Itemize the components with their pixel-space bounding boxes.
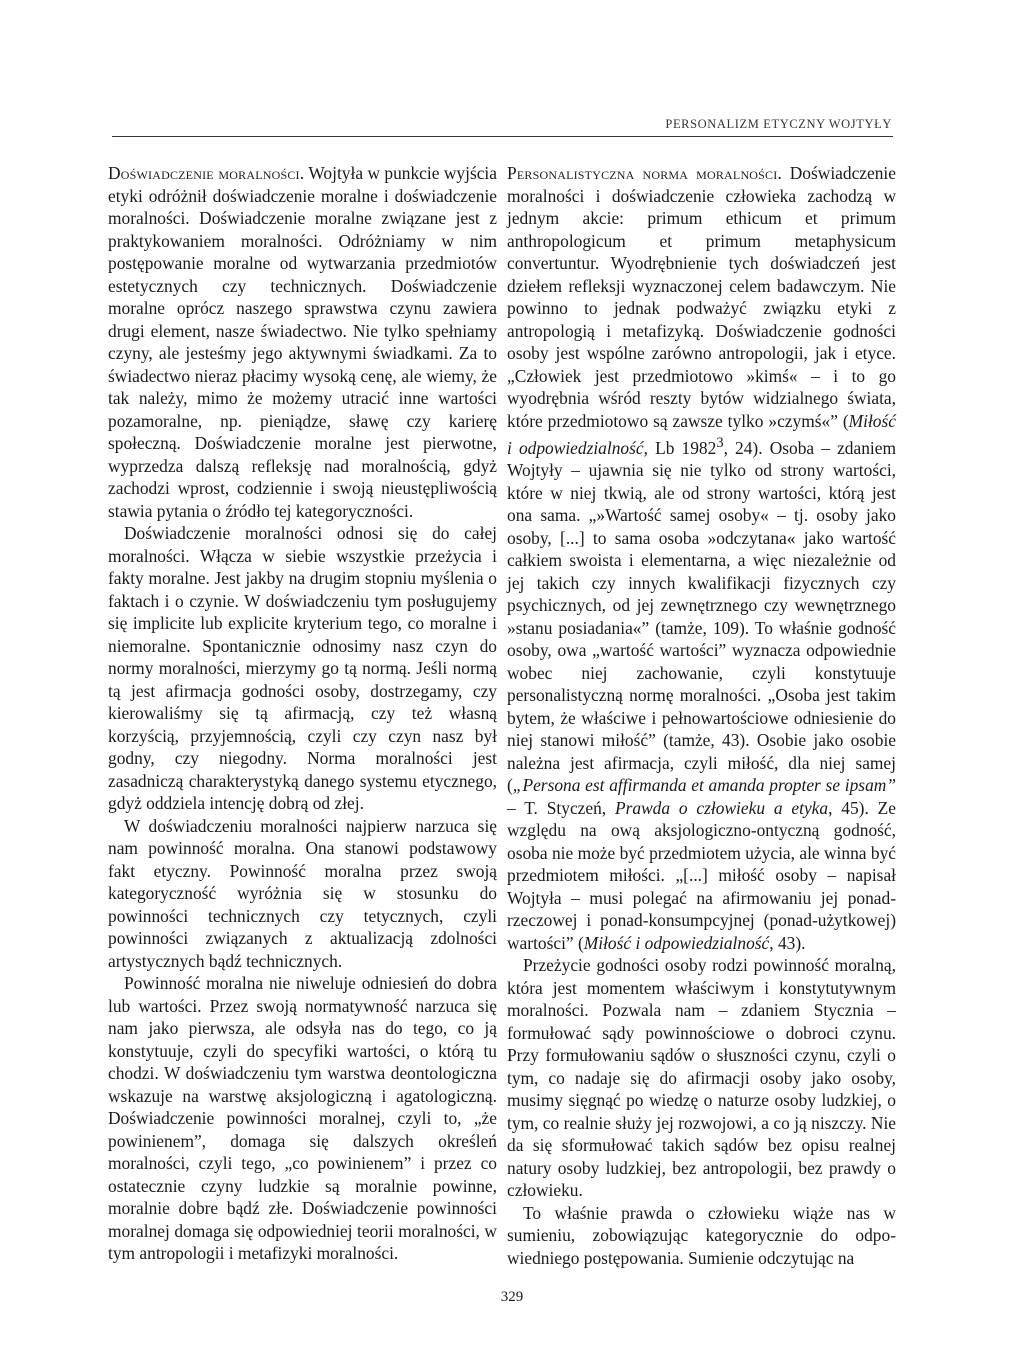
section-heading: Personalistyczna norma moralności.: [507, 163, 782, 183]
paragraph-text: , Lb 1982: [643, 437, 717, 458]
citation-title: Miłość i odpowiedzialność: [583, 932, 770, 953]
paragraph-text: Wojtyła w punkcie wyjścia etyki odróżnił doświadczenie moralne i doświadczenie moralności. Doświadczenie moralne związane jest z praktykowaniem moralności. Odróżniamy w nim postępowanie moralne od wytwarzania przedmiotów estetycznych czy technicznych. Doświadczenie moralne oprócz naszego sprawstwa czynu zawiera drugi element, nasze świadectwo. Nie tylko spełniamy czyny, ale jesteśmy jego aktywnymi świadkami. Za to świadectwo nieraz płacimy wysoką cenę, ale wiemy, że tak należy, mimo że możemy utracić inne wartości pozamoralne, np. pieniądze, sławę czy karierę społeczną. Doświadczenie moralne jest pierwotne, wyprzedza dalszą refleksję nad moralnością, gdyż zachodzi wprost, codziennie i swoją nieustępliwością stawia pytania o źródło tej kategoryczności.: [108, 163, 497, 521]
paragraph-text: Doświadczenie moralności i doświadczenie człowieka zachodzą w jednym akcie: primum ethicum et primum anthropologicum et primum metaphysicum convertuntur. Wyodrębnienie tych doświadczeń jest dziełem refleksji wyznaczonej celem badawczym. Nie powinno to jednak podważyć związku etyki z antropologią i metafizyką. Doświadczenie godności osoby jest wspólne zarówno antropologii, jak i etyce. „Człowiek jest przedmiotowo »kimś« – i to go wyodrębnia wśród reszty bytów widzialnego świata, które przedmiotowo są zawsze tylko »czymś«” (: [507, 163, 896, 431]
citation-title: Miłość i odpowiedzialność: [507, 410, 896, 458]
header-rule: [112, 136, 893, 137]
edition-superscript: 3: [716, 435, 724, 451]
page-number: 329: [500, 1289, 524, 1305]
section-heading: Doświadczenie moralności.: [108, 163, 305, 183]
paragraph: Powinność moralna nie niweluje odniesień do dobra lub wartości. Przez swoją normatywność narzuca się nam jako pierwsza, ale odsyła nas do tego, co ją konstytuuje, czyli do specyfiki wartości, o którą tu chodzi. W doświadczeniu tym warstwa deontologiczna wskazuje na warstwę aksjologiczną i agatologiczną. Doświadczenie powinności moralnej, czyli to, „że powinienem”, domaga się dalszych określeń moralności, czyli tego, „co powinienem” i przez co ostatecznie czyny ludzkie są moralnie powinne, moralnie dobre bądź złe. Doświadczenie powinności moralnej domaga się odpowiedniej teorii moralności, w tym antropologii i metafizyki moralności.: [108, 973, 497, 1263]
paragraph-text: – T. Styczeń,: [507, 797, 615, 818]
paragraph-personalist-norm: [507, 162, 896, 954]
right-column: [507, 162, 896, 1269]
paragraph: Doświadczenie moralności odnosi się do całej moralności. Włącza w siebie wszystkie przeżycia i fakty moralne. Jest jakby na drugim stopniu myślenia o faktach i o czynie. W doświadczeniu tym posługujemy się implicite lub explicite kryterium tego, co moralne i niemoralne. Spontanicznie odnosimy nasz czyn do normy moralności, mierzymy go tą normą. Jeśli normą tą jest afirmacja godności osoby, dostrzegamy, czy kierowaliśmy się tą afirmacją, czy też własną korzyścią, przyjemnością, czyli czy czyn nasz był godny, czy niegodny. Norma moralności jest zasadniczą charakterystyką danego systemu etycznego, gdyż oddziela intencję dobrą od złej.: [108, 523, 497, 813]
paragraph-text: , 43).: [769, 932, 806, 953]
latin-quote: „Persona est affirmanda et amanda propter se ipsam”: [512, 775, 896, 796]
citation-title: Prawda o człowieku a etyka: [614, 797, 829, 818]
left-column: [108, 162, 497, 1265]
paragraph: To właśnie prawda o człowieku wiąże nas w sumieniu, zobowiązując kategorycznie do odpowiedniego postępowania. Sumienie odczytując na: [507, 1202, 896, 1268]
paragraph: Przeżycie godności osoby rodzi powinność moralną, która jest momentem właściwym i konstytutywnym moralności. Pozwala nam – zdaniem Stycznia – formułować sądy powinnościowe o dobroci czynu. Przy formułowaniu sądów o słuszności czynu, czyli o tym, co nadaje się do afirmacji osoby jako osoby, musimy sięgnąć po wiedzę o naturze osoby ludzkiej, o tym, co realnie służy jej rozwojowi, a co ją niszczy. Nie da się sformułować takich sądów bez opisu realnej natury osoby ludzkiej, bez antropologii, bez prawdy o człowieku.: [507, 955, 896, 1201]
paragraph-text: , 45). Ze względu na ową aksjologiczno-ontyczną godność, osoba nie może być przedmiotem użycia, ale winna być przedmiotem miłości. „[...] miłość osoby – napisał Wojtyła – musi polegać na afirmowaniu jej ponad-rzeczowej i ponad-konsumpcyjnej (ponad-użytkowej) wartości” (: [507, 797, 896, 953]
running-head: PERSONALIZM ETYCZNY WOJTYŁY: [665, 117, 892, 131]
paragraph-text: , 24). Osoba – zdaniem Wojtyły – ujawnia się nie tylko od strony wartości, które w niej tkwią, ale od strony wartości, którą jest ona sama. „»Wartość samej osoby« – tj. osoby jako osoby, [...] to sama osoba »odczytana« jako wartość całkiem swoista i elementarna, a więc niezależnie od jej takich czy innych kwalifikacji fizycznych czy psychicznych, od jej zewnętrznego czy wewnętrznego »stanu posiadania«” (tamże, 109). To właśnie godność osoby, owa „wartość wartości” wyznacza odpowiednie wobec niej zachowanie, czyli konstytuuje personalistyczną normę moralności. „Osoba jest takim bytem, że właściwe i pełnowartościowe odniesienie do niej stanowi miłość” (tamże, 43). Osobie jako osobie należna jest afirmacja, czyli miłość, dla niej samej (: [507, 437, 896, 796]
paragraph-moral-experience: [108, 162, 497, 522]
paragraph: W doświadczeniu moralności najpierw narzuca się nam powinność moralna. Ona stanowi podstawowy fakt etyczny. Powinność moralna przez swoją kategoryczność wyróżnia się w stosunku do powinności technicznych czy tetycznych, czyli powinności związanych z aktualizacją zdolności artystycznych bądź technicznych.: [108, 815, 497, 971]
